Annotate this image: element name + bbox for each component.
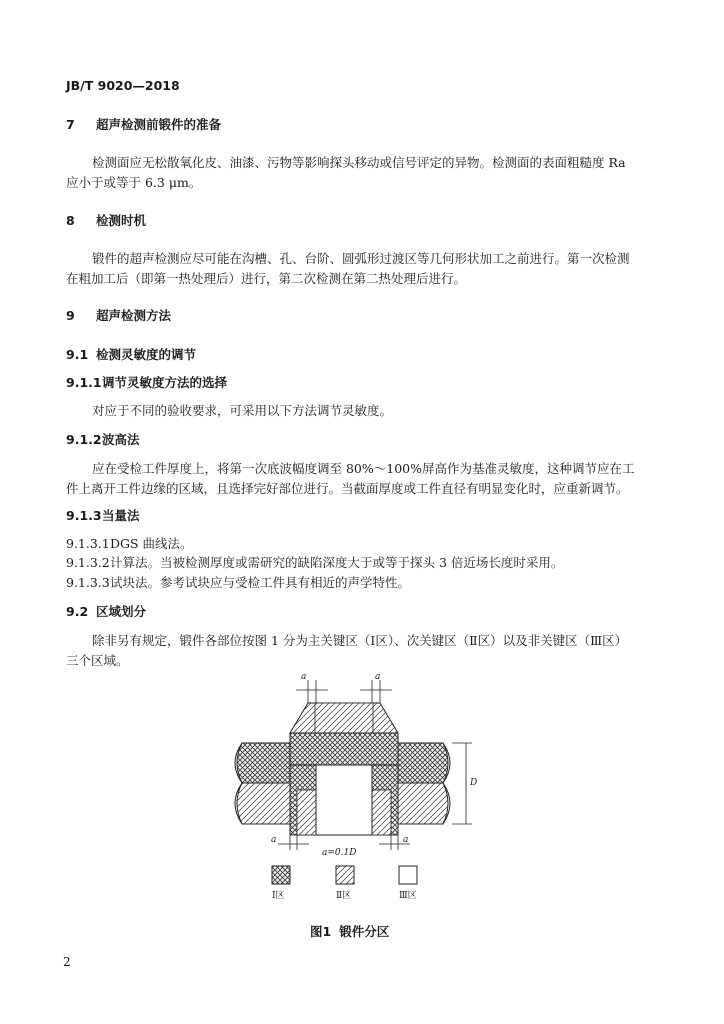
section-7-para-line1: 检测面应无松散氧化皮、油漆、污物等影响探头移动或信号评定的异物。检测面的表面粗糙度 Ra: [92, 155, 626, 170]
item-number: 9.1.3.2: [66, 555, 110, 570]
section-7-heading: [66, 115, 221, 133]
section-number: 8: [66, 213, 75, 228]
section-title: 调节灵敏度方法的选择: [102, 375, 228, 390]
label-a-bottom-right: a: [403, 835, 409, 845]
section-8-para-line1: 锻件的超声检测应尽可能在沟槽、孔、台阶、圆弧形过渡区等几何形状加工之前进行。第一次检测: [92, 251, 630, 266]
forging-cross-section: [235, 703, 450, 835]
section-number: 9.1: [66, 347, 89, 362]
section-9-2-para-line1: 除非另有规定，锻件各部位按图 1 分为主关键区（Ⅰ区）、次关键区（Ⅱ区）以及非关键区（Ⅲ区）: [92, 633, 628, 648]
section-8-para-line2: 在粗加工后（即第一热处理后）进行，第二次检测在第二热处理后进行。: [66, 271, 467, 286]
legend-label-zone-3: Ⅲ区: [399, 891, 417, 901]
legend-swatch-zone-1: [272, 866, 290, 884]
section-number: 9.2: [66, 604, 89, 619]
section-8-heading: [66, 211, 146, 229]
dimension-a-top: [296, 680, 392, 703]
legend-label-zone-1: Ⅰ区: [272, 891, 285, 901]
section-9-1-heading: [66, 345, 196, 363]
label-a-top-left: a: [301, 672, 307, 682]
section-title: 检测时机: [96, 213, 147, 228]
figure-title: 锻件分区: [339, 924, 390, 939]
label-d: D: [470, 778, 478, 788]
section-9-1-2-para-line2: 件上离开工件边缘的区域，且选择完好部位进行。当截面厚度或工件直径有明显变化时，应重新调节。: [66, 481, 629, 496]
section-9-1-1-heading: [66, 373, 227, 391]
section-title: 超声检测前锻件的准备: [96, 117, 222, 132]
figure-caption: [310, 922, 389, 940]
item-text: DGS 曲线法。: [110, 536, 193, 551]
section-number: 7: [66, 117, 75, 132]
section-9-1-3-2: [66, 553, 563, 571]
section-number: 9.1.3: [66, 508, 102, 523]
section-title: 波高法: [102, 432, 140, 447]
label-a-top-right: a: [375, 672, 381, 682]
section-9-2-para-line2: 三个区域。: [66, 653, 129, 668]
section-title: 区域划分: [96, 604, 147, 619]
section-number: 9.1.2: [66, 432, 102, 447]
section-title: 检测灵敏度的调节: [96, 347, 197, 362]
legend-label-zone-2: Ⅱ区: [336, 891, 352, 901]
page-number: 2: [63, 955, 71, 969]
item-text: 试块法。参考试块应与受检工件具有相近的声学特性。: [110, 575, 411, 590]
dimension-d: [452, 743, 472, 824]
item-number: 9.1.3.1: [66, 536, 110, 551]
section-number: 9: [66, 308, 75, 323]
section-9-1-3-1: [66, 534, 193, 552]
figure-number: 图1: [310, 924, 332, 939]
section-9-1-3-3: [66, 573, 410, 591]
section-title: 当量法: [102, 508, 140, 523]
legend-swatch-zone-3: [399, 866, 417, 884]
item-number: 9.1.3.3: [66, 575, 110, 590]
standard-number: JB/T 9020—2018: [66, 78, 180, 93]
section-title: 超声检测方法: [96, 308, 172, 323]
figure-formula: a=0.1D: [322, 848, 357, 858]
section-9-1-1-para: 对应于不同的验收要求，可采用以下方法调节灵敏度。: [92, 403, 393, 418]
section-7-para-line2: 应小于或等于 6.3 μm。: [66, 175, 202, 190]
section-9-1-2-heading: [66, 430, 140, 448]
section-9-2-heading: [66, 602, 146, 620]
section-9-1-3-heading: [66, 506, 140, 524]
section-number: 9.1.1: [66, 375, 102, 390]
legend-swatch-zone-2: [336, 866, 354, 884]
label-a-bottom-left: a: [271, 835, 277, 845]
section-9-1-2-para-line1: 应在受检工件厚度上，将第一次底波幅度调至 80%～100%屏高作为基准灵敏度，这种调节应在工: [92, 461, 635, 476]
item-text: 计算法。当被检测厚度或需研究的缺陷深度大于或等于探头 3 倍近场长度时采用。: [110, 555, 564, 570]
section-9-heading: [66, 306, 171, 324]
